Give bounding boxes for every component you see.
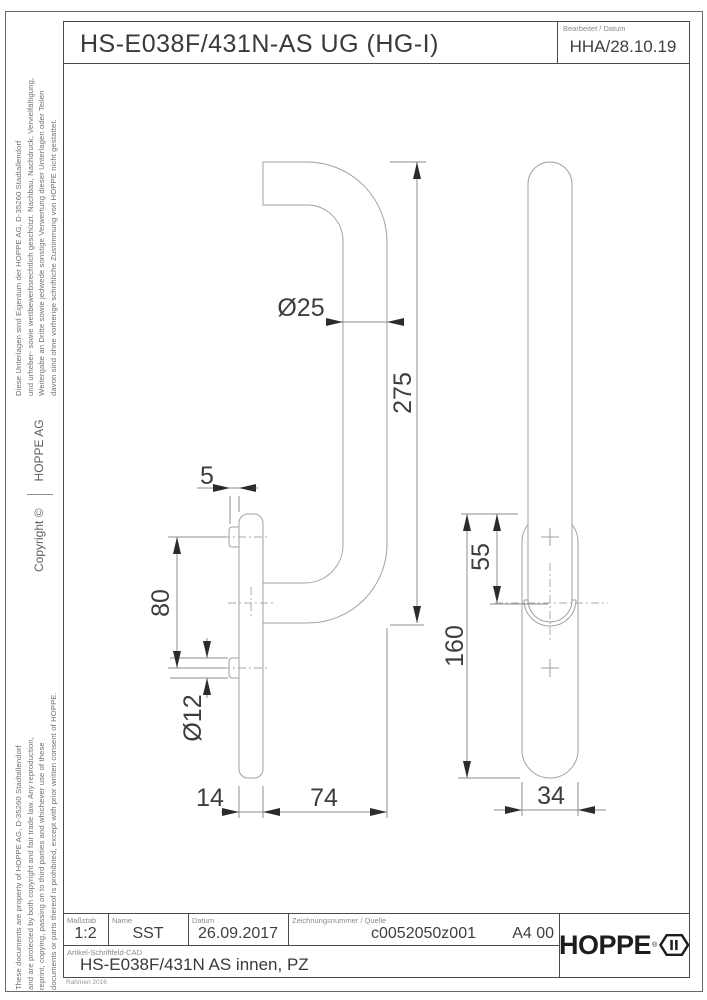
side-view — [229, 162, 387, 778]
dim-cylinder-offset: 55 — [467, 543, 495, 571]
legal-en-line2: and are protected by both copyright and fair trade law. Any reproduction, — [25, 736, 35, 990]
dim-plate-depth: 14 — [196, 784, 224, 812]
legal-de-line3: Weitergabe an Dritte sowie jedwede sonstige Verwertung dieser Unterlagen oder Teilen — [37, 90, 47, 396]
name-label: Name — [112, 916, 133, 925]
scale-value: 1:2 — [74, 925, 97, 942]
article-value: HS-E038F/431N AS innen, PZ — [80, 955, 309, 974]
drawing-number-value: c0052050z001 — [371, 925, 476, 942]
drawing-number-label: Zeichnungsnummer / Quelle — [292, 916, 387, 925]
drawing-title: HS-E038F/431N-AS UG (HG-I) — [80, 30, 439, 58]
legal-en-line4: documents or parts thereof is prohibited, except with prior written consent of HOPPE. — [48, 692, 58, 990]
plate-side-outline — [239, 514, 263, 778]
legal-en-line3: reprint, copying, passing on to third parties and whichever use of these — [37, 742, 47, 990]
dim-grip-length: 275 — [389, 372, 417, 414]
front-view — [522, 162, 578, 778]
copyright-owner: HOPPE AG — [32, 419, 46, 482]
legal-de-line2: und urheber- sowie wettbewerbsrechtlich geschützt. Nachbau, Nachdruck, Vervielfältigung, — [25, 77, 35, 396]
article-label: Artikel-Schriftfeld-CAD — [67, 948, 143, 957]
dim-hole-spacing: 80 — [147, 589, 175, 617]
copyright-label: Copyright © — [32, 508, 46, 572]
dim-stud-protrusion: 5 — [200, 462, 214, 490]
grip-side-outline — [263, 162, 387, 623]
grip-front-outline — [528, 162, 572, 622]
legal-de-line1: Diese Unterlagen sind Eigentum der HOPPE AG, D-35260 Stadtallendorf — [14, 140, 23, 396]
legal-de-line4: davon sind ohne vorherige schriftliche Zustimmung von HOPPE nicht gestattet. — [48, 119, 58, 396]
legal-en-line1: These documents are property of HOPPE AG, D-35260 Stadtallendorf — [14, 745, 23, 990]
dim-grip-projection: 74 — [310, 784, 338, 812]
name-value: SST — [132, 925, 164, 942]
date-label: Datum — [192, 916, 215, 925]
format-value: A4 00 — [512, 925, 554, 942]
scale-label: Maßstab — [67, 916, 97, 925]
registered-mark: ® — [652, 941, 658, 949]
date-value: 26.09.2017 — [197, 925, 279, 942]
hoppe-logo-text: HOPPE — [559, 929, 652, 960]
dim-plate-height: 160 — [441, 625, 469, 667]
dim-stud-diameter: Ø12 — [179, 694, 207, 742]
edited-date-label: Bearbeitet / Datum — [563, 24, 626, 33]
frame-version-note: Rahmen 2016 — [66, 979, 107, 986]
dim-grip-diameter: Ø25 — [277, 294, 325, 322]
dim-plate-width: 34 — [537, 782, 565, 810]
edited-date-value: HHA/28.10.19 — [569, 37, 677, 56]
